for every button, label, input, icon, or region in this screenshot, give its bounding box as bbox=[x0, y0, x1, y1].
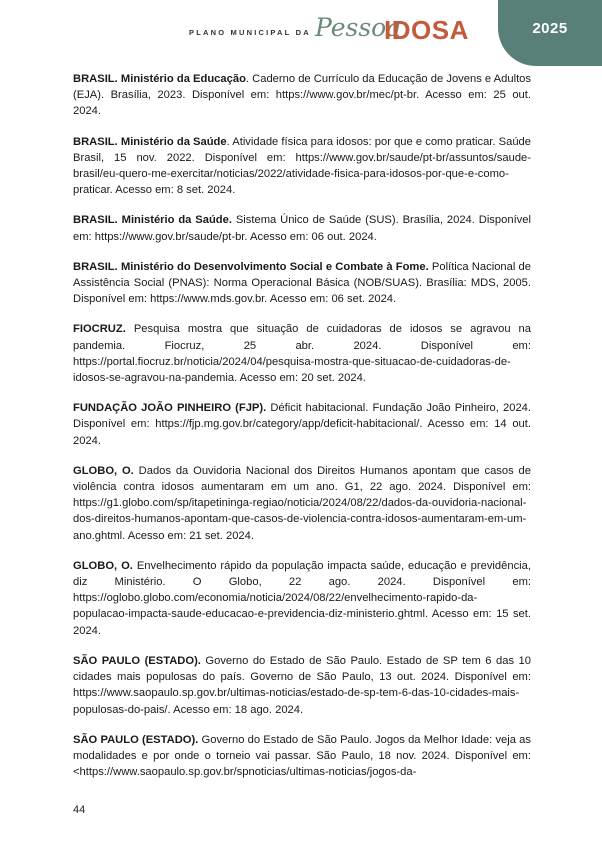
reference-text: Sistema Único de Saúde (SUS). Brasília, 2024. Disponível em: https://www.gov.br/saude/pt-br. Acesso em: 06 out. 2024. bbox=[73, 214, 531, 243]
reference-entry bbox=[73, 212, 531, 244]
header-year: 2025 bbox=[532, 20, 568, 37]
reference-author: FUNDAÇÃO JOÃO PINHEIRO (FJP). bbox=[73, 402, 267, 415]
reference-author: BRASIL. Ministério da Educação bbox=[73, 73, 246, 85]
reference-entry bbox=[73, 71, 531, 120]
reference-entry bbox=[73, 400, 531, 449]
page-header bbox=[0, 0, 602, 70]
reference-text: Pesquisa mostra que situação de cuidadoras de idosos se agravou na pandemia. Fiocruz, 25 abr. 2024. Disponível em: https://portal.fiocruz.br/noticia/2024/04/pesquisa-mostra-que-situacao-de-cuidadoras-de-idosos-se-agravou-na-pandemia. Acesso em: 20 set. 2024. bbox=[73, 323, 531, 385]
reference-entry bbox=[73, 259, 531, 308]
reference-text: . Caderno de Currículo da Educação de Jovens e Adultos (EJA). Brasília, 2023. Disponível em: https://www.gov.br/mec/pt-br. Acesso em: 25 out. 2024. bbox=[73, 73, 531, 118]
reference-author: BRASIL. Ministério da Saúde. bbox=[73, 214, 232, 227]
reference-entry bbox=[73, 321, 531, 386]
header-plano-text: PLANO MUNICIPAL DA bbox=[189, 28, 311, 37]
header-logo-idosa: IDOSA bbox=[384, 15, 469, 45]
reference-text: Déficit habitacional. Fundação João Pinheiro, 2024. Disponível em: https://fjp.mg.gov.br/category/app/deficit-habitacional/. Acesso em: 14 out. 2024. bbox=[73, 402, 531, 447]
year-tab bbox=[498, 0, 602, 66]
reference-entry bbox=[73, 558, 531, 639]
reference-entry bbox=[73, 134, 531, 199]
reference-author: BRASIL. Ministério do Desenvolvimento Social e Combate à Fome. bbox=[73, 260, 429, 273]
reference-text: Governo do Estado de São Paulo. Jogos da Melhor Idade: veja as modalidades e por onde o torneio vai passar. São Paulo, 18 nov. 2024. Disponível em: <https://www.saopaulo.sp.gov.br/spnoticias/ultimas-noticias/jogos-da- bbox=[73, 733, 531, 779]
reference-text: Envelhecimento rápido da população impacta saúde, educação e previdência, diz Ministério. O Globo, 22 ago. 2024. Disponível em: https://oglobo.globo.com/economia/noticia/2024/08/22/envelhecimento-rapido-da-populacao-impacta-saude-educacao-e-previdencia-diz-ministerio.ghtml. Acesso em: 15 set. 2024. bbox=[73, 559, 531, 637]
reference-text: Dados da Ouvidoria Nacional dos Direitos Humanos apontam que casos de violência contra idosos aumentaram em um ano. G1, 22 ago. 2024. Disponível em: https://g1.globo.com/sp/itapetininga-regiao/noticia/2024/08/22/dados-da-ouvidoria-nacional-dos-direitos-humanos-apontam-que-casos-de-violencia-contra-idosos-aumentaram-em-um-ano.ghtml. Acesso em: 21 set. 2024. bbox=[73, 464, 532, 542]
reference-text: Política Nacional de Assistência Social (PNAS): Norma Operacional Básica (NOB/SUAS). Brasília: MDS, 2005. Disponível em: https://www.mds.gov.br. Acesso em: 06 set. 2024. bbox=[73, 260, 531, 306]
reference-entry bbox=[73, 653, 531, 718]
header-logo-pessoa: Pessoa bbox=[315, 13, 402, 42]
reference-author: FIOCRUZ. bbox=[73, 323, 126, 336]
reference-author: BRASIL. Ministério da Saúde bbox=[73, 135, 227, 148]
reference-text: Governo do Estado de São Paulo. Estado de SP tem 6 das 10 cidades mais populosas do país. Governo de São Paulo, 13 out. 2024. Disponível em: https://www.saopaulo.sp.gov.br/ultimas-noticias/estado-de-sp-tem-6-das-10-cidades-mais-populosas-do-pais/. Acesso em: 18 ago. 2024. bbox=[73, 654, 531, 716]
reference-author: GLOBO, O. bbox=[73, 464, 134, 477]
reference-entry bbox=[73, 732, 531, 781]
page-number: 44 bbox=[73, 804, 86, 816]
reference-list bbox=[73, 71, 531, 794]
reference-entry bbox=[73, 463, 531, 544]
reference-author: SÃO PAULO (ESTADO). bbox=[73, 654, 201, 667]
reference-text: . Atividade física para idosos: por que e como praticar. Saúde Brasil, 15 nov. 2022. Disponível em: https://www.gov.br/saude/pt-br/assuntos/saude-brasil/eu-quero-me-exercitar/noticias/2022/atividade-fisica-para-idosos-por-que-e-como-praticar. Acesso em: 8 set. 2024. bbox=[73, 135, 531, 197]
reference-author: GLOBO, O. bbox=[73, 559, 133, 572]
reference-author: SÃO PAULO (ESTADO). bbox=[73, 733, 199, 746]
